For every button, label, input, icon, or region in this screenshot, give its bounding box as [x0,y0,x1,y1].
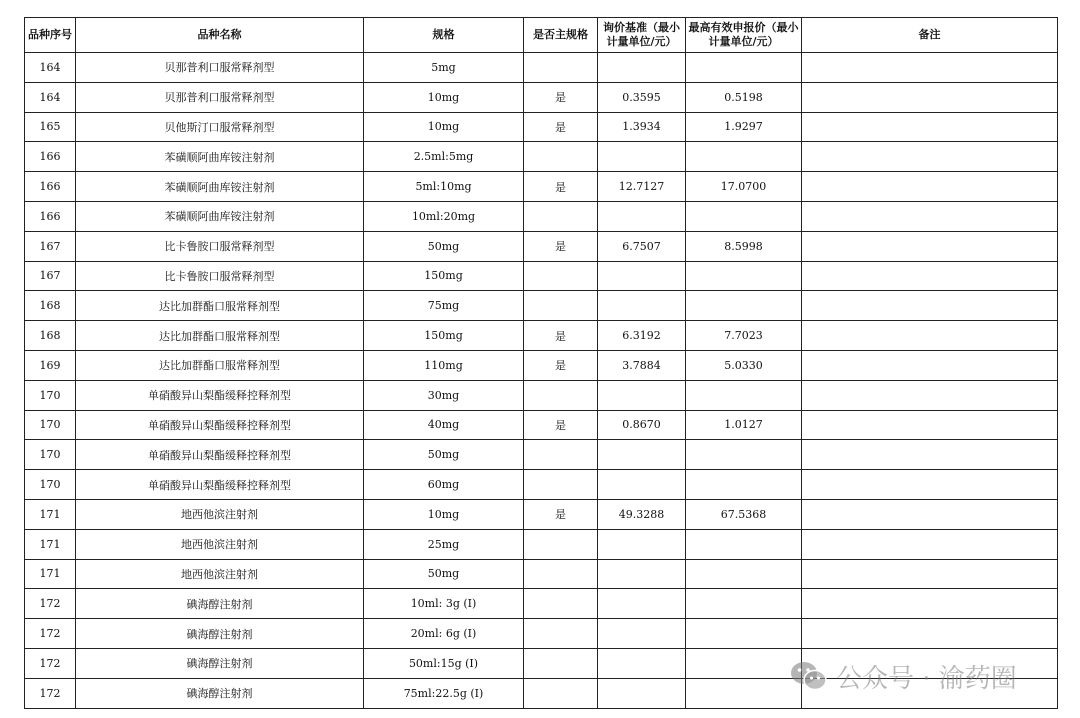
cell-name: 比卡鲁胺口服常释剂型 [76,261,364,291]
cell-inquiry-base: 6.3192 [598,321,686,351]
cell-max-price [686,619,802,649]
cell-inquiry-base: 3.7884 [598,350,686,380]
cell-serial: 167 [25,261,76,291]
cell-inquiry-base [598,291,686,321]
cell-name: 苯磺顺阿曲库铵注射剂 [76,142,364,172]
cell-serial: 168 [25,291,76,321]
cell-max-price [686,559,802,589]
cell-main-spec [524,619,598,649]
cell-max-price [686,291,802,321]
cell-max-price [686,648,802,678]
cell-spec: 50ml:15g (I) [364,648,524,678]
cell-serial: 168 [25,321,76,351]
cell-name: 贝那普利口服常释剂型 [76,82,364,112]
cell-serial: 166 [25,172,76,202]
cell-main-spec [524,440,598,470]
cell-serial: 170 [25,440,76,470]
cell-spec: 2.5ml:5mg [364,142,524,172]
table-row [25,201,1058,231]
cell-spec: 10mg [364,499,524,529]
cell-remark [802,589,1058,619]
table-row [25,291,1058,321]
cell-main-spec [524,678,598,708]
table-row [25,142,1058,172]
cell-main-spec: 是 [524,499,598,529]
header-serial: 品种序号 [25,18,76,53]
cell-main-spec [524,380,598,410]
cell-max-price [686,470,802,500]
cell-remark [802,82,1058,112]
cell-max-price [686,201,802,231]
cell-max-price: 8.5998 [686,231,802,261]
table-row [25,380,1058,410]
cell-serial: 172 [25,589,76,619]
watermark-text: 公众号 · 渝药圈 [836,663,1017,694]
table-header [25,18,1058,53]
cell-inquiry-base: 12.7127 [598,172,686,202]
cell-remark [802,470,1058,500]
cell-serial: 169 [25,350,76,380]
header-inquiry-base: 询价基准（最小计量单位/元） [598,18,686,53]
header-main-spec: 是否主规格 [524,18,598,53]
cell-serial: 170 [25,470,76,500]
cell-max-price [686,261,802,291]
cell-spec: 5ml:10mg [364,172,524,202]
cell-name: 达比加群酯口服常释剂型 [76,321,364,351]
cell-spec: 75ml:22.5g (I) [364,678,524,708]
table-row [25,261,1058,291]
cell-inquiry-base [598,53,686,83]
table-row [25,172,1058,202]
cell-spec: 110mg [364,350,524,380]
table-row [25,499,1058,529]
cell-max-price: 5.0330 [686,350,802,380]
table-row [25,619,1058,649]
cell-inquiry-base [598,380,686,410]
cell-serial: 167 [25,231,76,261]
table-row [25,53,1058,83]
cell-max-price [686,529,802,559]
cell-inquiry-base [598,440,686,470]
cell-serial: 164 [25,53,76,83]
cell-name: 贝那普利口服常释剂型 [76,53,364,83]
cell-max-price: 0.5198 [686,82,802,112]
cell-remark [802,231,1058,261]
table-row [25,350,1058,380]
cell-max-price [686,440,802,470]
table-row [25,440,1058,470]
cell-remark [802,201,1058,231]
cell-main-spec [524,142,598,172]
cell-remark [802,350,1058,380]
cell-spec: 50mg [364,440,524,470]
cell-serial: 164 [25,82,76,112]
cell-main-spec: 是 [524,350,598,380]
cell-name: 比卡鲁胺口服常释剂型 [76,231,364,261]
cell-max-price: 17.0700 [686,172,802,202]
table-row [25,529,1058,559]
table-row [25,470,1058,500]
cell-main-spec [524,53,598,83]
cell-inquiry-base: 1.3934 [598,112,686,142]
watermark [790,656,1017,696]
table-row [25,112,1058,142]
cell-inquiry-base [598,678,686,708]
cell-spec: 50mg [364,231,524,261]
cell-remark [802,261,1058,291]
price-table [24,17,1058,709]
table-row [25,589,1058,619]
cell-serial: 165 [25,112,76,142]
cell-main-spec: 是 [524,321,598,351]
cell-spec: 150mg [364,261,524,291]
cell-inquiry-base [598,529,686,559]
cell-inquiry-base [598,648,686,678]
cell-main-spec [524,529,598,559]
cell-main-spec: 是 [524,410,598,440]
table-row [25,82,1058,112]
cell-main-spec [524,291,598,321]
cell-name: 单硝酸异山梨酯缓释控释剂型 [76,470,364,500]
cell-name: 单硝酸异山梨酯缓释控释剂型 [76,380,364,410]
cell-inquiry-base [598,470,686,500]
cell-remark [802,410,1058,440]
cell-spec: 40mg [364,410,524,440]
cell-remark [802,559,1058,589]
cell-remark [802,53,1058,83]
cell-spec: 20ml: 6g (I) [364,619,524,649]
cell-inquiry-base [598,589,686,619]
cell-serial: 171 [25,499,76,529]
cell-main-spec [524,470,598,500]
header-row [25,18,1058,53]
cell-name: 贝他斯汀口服常释剂型 [76,112,364,142]
cell-remark [802,112,1058,142]
cell-spec: 10mg [364,82,524,112]
table-body [25,53,1058,709]
cell-main-spec: 是 [524,82,598,112]
cell-spec: 75mg [364,291,524,321]
cell-serial: 171 [25,529,76,559]
cell-main-spec [524,648,598,678]
cell-serial: 170 [25,410,76,440]
cell-inquiry-base: 6.7507 [598,231,686,261]
cell-inquiry-base: 0.8670 [598,410,686,440]
header-max-price: 最高有效申报价（最小计量单位/元） [686,18,802,53]
cell-spec: 5mg [364,53,524,83]
cell-remark [802,321,1058,351]
cell-inquiry-base [598,619,686,649]
cell-max-price [686,678,802,708]
header-name: 品种名称 [76,18,364,53]
cell-name: 碘海醇注射剂 [76,648,364,678]
cell-inquiry-base [598,142,686,172]
cell-spec: 150mg [364,321,524,351]
cell-max-price: 67.5368 [686,499,802,529]
cell-remark [802,440,1058,470]
cell-main-spec: 是 [524,172,598,202]
table-row [25,321,1058,351]
cell-name: 苯磺顺阿曲库铵注射剂 [76,172,364,202]
cell-remark [802,619,1058,649]
cell-remark [802,172,1058,202]
header-remark: 备注 [802,18,1058,53]
cell-name: 碘海醇注射剂 [76,589,364,619]
cell-remark [802,380,1058,410]
cell-name: 单硝酸异山梨酯缓释控释剂型 [76,440,364,470]
cell-main-spec: 是 [524,112,598,142]
cell-name: 苯磺顺阿曲库铵注射剂 [76,201,364,231]
cell-name: 单硝酸异山梨酯缓释控释剂型 [76,410,364,440]
cell-inquiry-base [598,201,686,231]
cell-name: 达比加群酯口服常释剂型 [76,350,364,380]
wechat-icon [790,660,828,692]
cell-spec: 10mg [364,112,524,142]
cell-serial: 172 [25,678,76,708]
cell-name: 地西他滨注射剂 [76,559,364,589]
cell-serial: 166 [25,142,76,172]
cell-max-price [686,589,802,619]
cell-inquiry-base: 49.3288 [598,499,686,529]
cell-main-spec [524,201,598,231]
cell-main-spec [524,589,598,619]
cell-serial: 172 [25,619,76,649]
cell-max-price: 1.0127 [686,410,802,440]
cell-serial: 170 [25,380,76,410]
cell-max-price [686,380,802,410]
table-row [25,410,1058,440]
cell-inquiry-base: 0.3595 [598,82,686,112]
cell-remark [802,499,1058,529]
cell-main-spec: 是 [524,231,598,261]
cell-remark [802,142,1058,172]
cell-inquiry-base [598,261,686,291]
cell-spec: 10ml: 3g (I) [364,589,524,619]
cell-max-price [686,142,802,172]
cell-name: 碘海醇注射剂 [76,678,364,708]
cell-main-spec [524,559,598,589]
cell-name: 地西他滨注射剂 [76,529,364,559]
cell-serial: 172 [25,648,76,678]
cell-main-spec [524,261,598,291]
cell-max-price: 7.7023 [686,321,802,351]
header-spec: 规格 [364,18,524,53]
cell-name: 地西他滨注射剂 [76,499,364,529]
table-row [25,231,1058,261]
cell-remark [802,529,1058,559]
cell-spec: 25mg [364,529,524,559]
cell-max-price: 1.9297 [686,112,802,142]
cell-spec: 60mg [364,470,524,500]
cell-serial: 166 [25,201,76,231]
cell-name: 达比加群酯口服常释剂型 [76,291,364,321]
cell-remark [802,291,1058,321]
cell-max-price [686,53,802,83]
cell-inquiry-base [598,559,686,589]
table-row [25,559,1058,589]
cell-serial: 171 [25,559,76,589]
cell-spec: 30mg [364,380,524,410]
cell-name: 碘海醇注射剂 [76,619,364,649]
cell-spec: 50mg [364,559,524,589]
cell-spec: 10ml:20mg [364,201,524,231]
